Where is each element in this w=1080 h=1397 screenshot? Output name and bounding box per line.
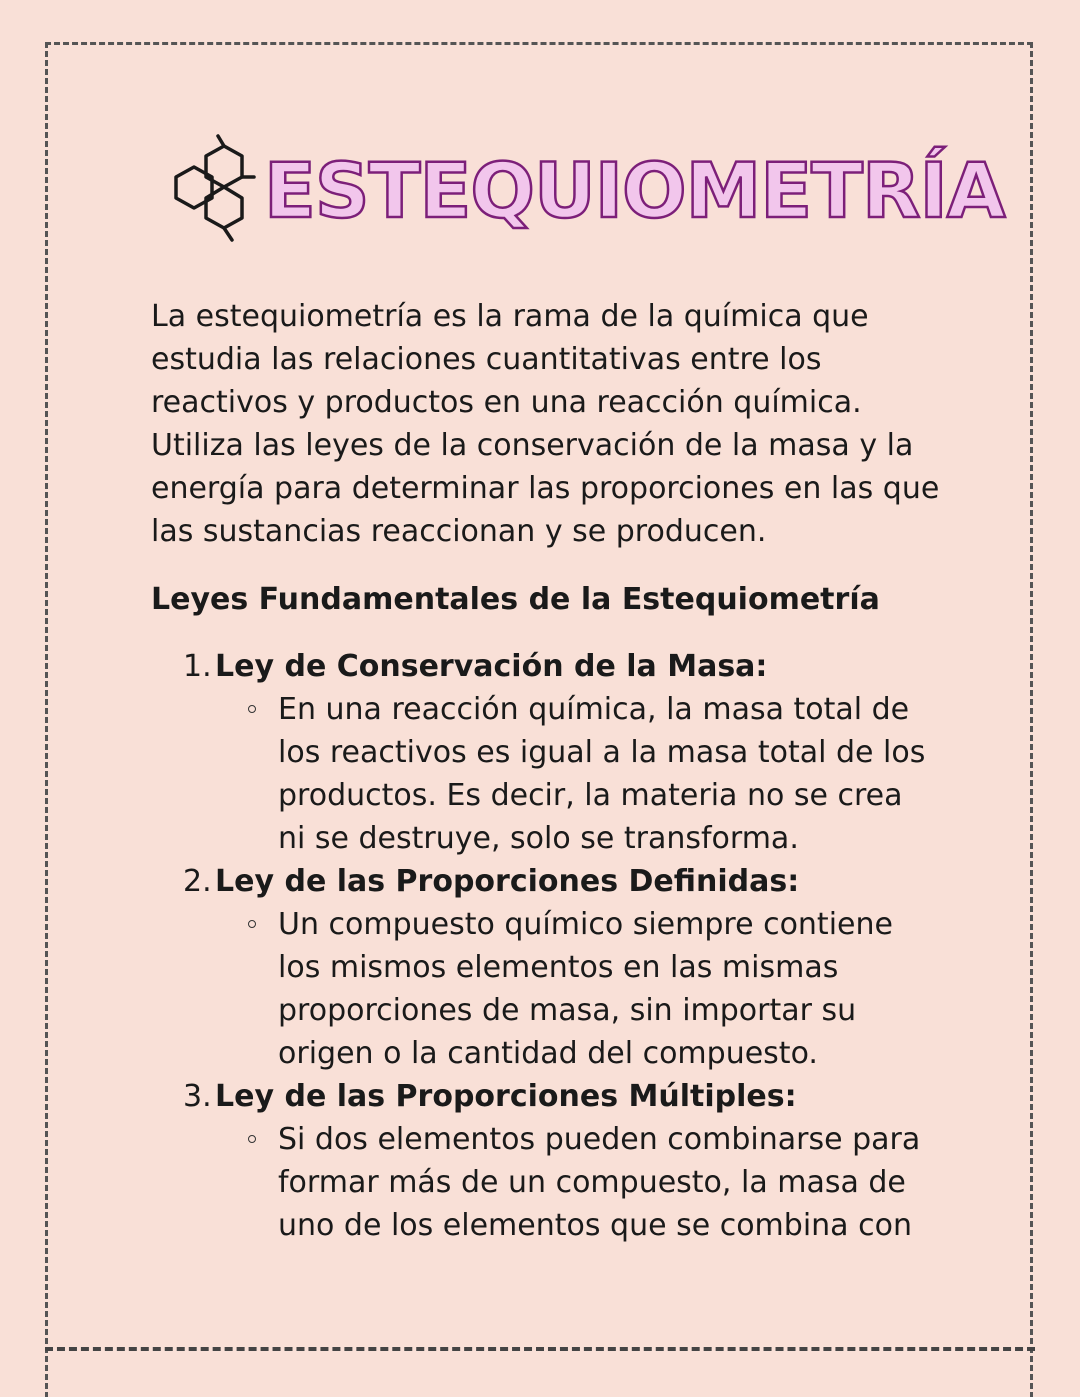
law-description: [278, 903, 938, 1075]
law-item: [183, 1075, 983, 1247]
law-number: 3.: [183, 1079, 212, 1114]
law-title-text: Ley de las Proporciones Múltiples:: [215, 1079, 797, 1114]
page-border-bottom: [45, 1347, 1035, 1351]
hexagon-molecule-icon: [172, 132, 258, 244]
circle-bullet-icon: [248, 705, 256, 713]
law-title-text: Ley de Conservación de la Masa:: [215, 649, 768, 684]
law-description: [278, 1118, 938, 1247]
circle-bullet-icon: [248, 1135, 256, 1143]
law-number: 1.: [183, 649, 212, 684]
law-title: [183, 860, 983, 903]
law-item: [183, 645, 983, 860]
section-heading: Leyes Fundamentales de la Estequiometría: [151, 582, 880, 617]
page-title: ESTEQUIOMETRÍA: [264, 146, 1005, 235]
laws-list: [183, 645, 983, 1247]
law-description-text: Si dos elementos pueden combinarse para formar más de un compuesto, la masa de uno de los elementos que se combina con: [278, 1122, 921, 1243]
law-title: [183, 645, 983, 688]
title-row: [172, 132, 1005, 244]
law-title-text: Ley de las Proporciones Definidas:: [215, 864, 800, 899]
law-description: [278, 688, 938, 860]
law-number: 2.: [183, 864, 212, 899]
law-title: [183, 1075, 983, 1118]
law-description-text: Un compuesto químico siempre contiene los mismos elementos en las mismas proporciones de masa, sin importar su origen o la cantidad del compuesto.: [278, 907, 893, 1071]
intro-paragraph: La estequiometría es la rama de la química que estudia las relaciones cuantitativas entre los reactivos y productos en una reacción química. Utiliza las leyes de la conservación de la masa y la energía para determinar las proporciones en las que las sustancias reaccionan y se producen.: [151, 299, 940, 549]
law-description-text: En una reacción química, la masa total de los reactivos es igual a la masa total de los productos. Es decir, la materia no se crea ni se destruye, solo se transforma.: [278, 692, 926, 856]
circle-bullet-icon: [248, 920, 256, 928]
law-item: [183, 860, 983, 1075]
